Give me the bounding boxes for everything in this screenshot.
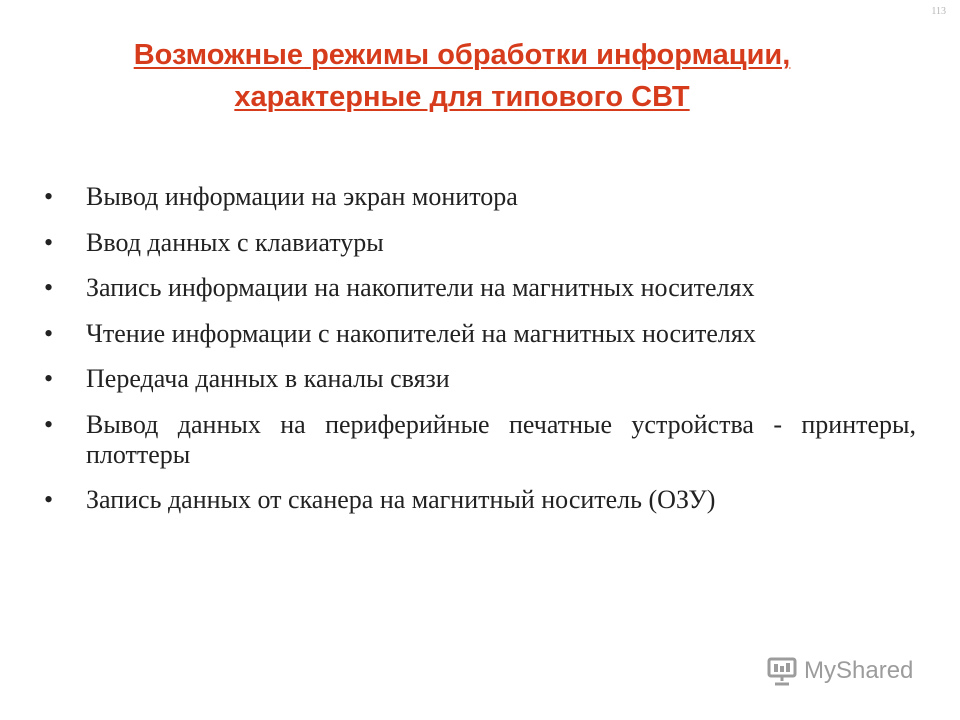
list-item [44,228,916,258]
list-item [44,182,916,212]
list-item [44,485,916,515]
list-item-text: Передача данных в каналы связи [86,364,450,393]
list-item [44,410,916,470]
list-item-text: Запись данных от сканера на магнитный носитель (ОЗУ) [86,485,716,514]
list-item [44,319,916,349]
list-item [44,273,916,303]
bullet-marker: • [44,318,54,348]
bullet-marker: • [44,364,54,393]
list-item-text: Запись информации на накопители на магнитных носителях [86,273,755,302]
presentation-board-icon [766,655,798,687]
list-item-text: Чтение информации с накопителей на магнитных носителях [86,318,756,348]
page-number: 113 [931,6,946,17]
bullet-marker: • [44,227,54,257]
slide-title-line-2: характерные для типового СВТ [234,81,690,113]
watermark-logo[interactable] [766,655,913,687]
bullet-list [44,182,916,531]
watermark-text: MyShared [804,657,914,684]
list-item [44,364,916,394]
list-item-text: Ввод данных с клавиатуры [86,227,384,257]
bullet-marker: • [44,485,54,514]
bullet-marker: • [44,409,54,439]
slide-title [0,34,924,118]
list-item-text: Вывод информации на экран монитора [86,182,518,211]
bullet-marker: • [44,273,54,302]
bullet-marker: • [44,182,54,211]
slide-title-line-1: Возможные режимы обработки информации, [133,39,791,71]
list-item-text: Вывод данных на периферийные печатные устройства - принтеры, плоттеры [86,409,916,469]
